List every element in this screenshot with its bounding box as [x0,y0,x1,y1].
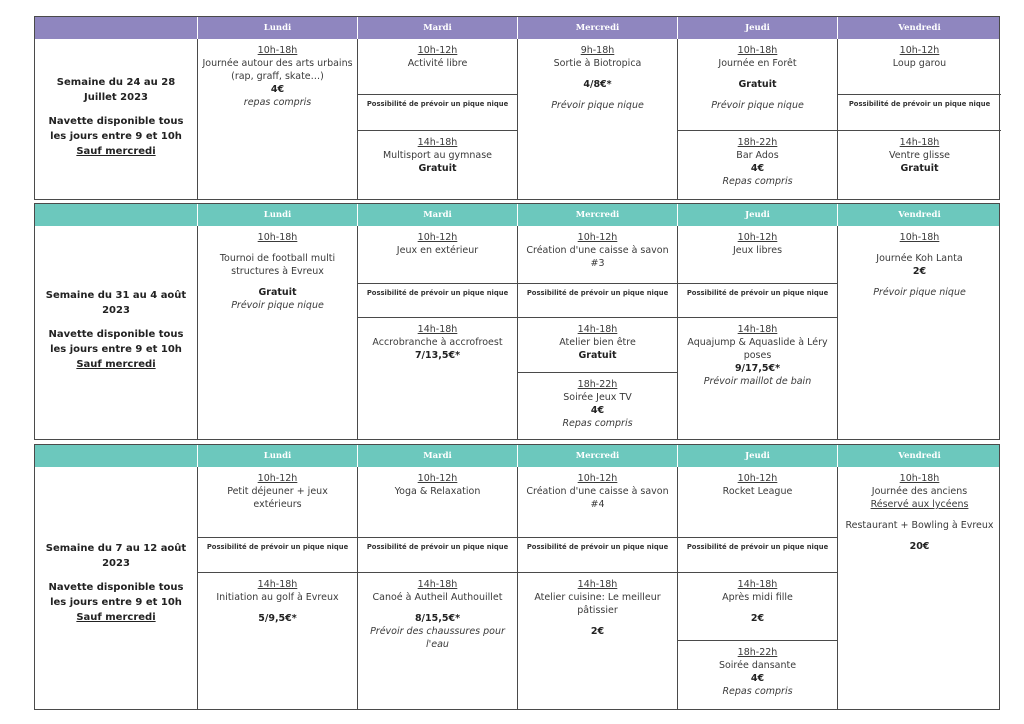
activity-price: 4/8€* [583,79,612,90]
header-lundi: Lundi [197,17,357,39]
cell-mercredi [517,467,677,709]
week-header-row [35,17,999,39]
activity-note: Prévoir pique nique [873,287,966,298]
picnic-note: Possibilité de prévoir un pique nique [518,537,677,572]
activity-name: Après midi fille [722,592,793,603]
cell-jeudi [677,226,837,439]
cell-jeudi [677,467,837,709]
activity-time: 10h-12h [417,473,458,484]
week-info-cell [35,226,197,439]
week-info-cell [35,467,197,709]
shuttle-exception: Sauf mercredi [76,359,156,370]
activity-time: 10h-12h [737,232,778,243]
cell-vendredi [837,467,1001,709]
activity-name: Création d'une caisse à savon #4 [526,486,669,510]
reserved-note: Réservé aux lycéens [870,499,969,510]
activity-name: Tournoi de football multi structures à Evreux [219,253,336,277]
shuttle-info: Navette disponible tous les jours entre 9 et 10h [48,116,184,142]
picnic-note: Possibilité de prévoir un pique nique [518,283,677,317]
week-header-row [35,204,999,226]
activity-name: Activité libre [407,58,468,69]
activity-time: 14h-18h [417,579,458,590]
header-mardi: Mardi [357,445,517,467]
activity-time: 10h-12h [899,45,940,56]
activity-name: Multisport au gymnase [382,150,493,161]
week-table-1 [34,16,1000,200]
activity-name: Sortie à Biotropica [553,58,642,69]
picnic-note: Possibilité de prévoir un pique nique [838,94,1001,130]
activity-name: Initiation au golf à Evreux [216,592,339,603]
activity-note: Repas compris [722,176,793,187]
activity-price: Gratuit [578,350,617,361]
activity-time: 9h-18h [580,45,615,56]
activity-name: Création d'une caisse à savon #3 [526,245,669,269]
activity-price: Gratuit [738,79,777,90]
cell-mardi [357,39,517,199]
cell-mercredi [517,39,677,199]
cell-jeudi [677,39,837,199]
header-mercredi: Mercredi [517,17,677,39]
activity-price: 4€ [270,84,285,95]
header-jeudi: Jeudi [677,204,837,226]
activity-name: Canoé à Autheil Authouillet [372,592,503,603]
activity-price: 4€ [590,405,605,416]
activity-note: Repas compris [722,686,793,697]
activity-note: Prévoir des chaussures pour l'eau [370,626,505,650]
picnic-note: Possibilité de prévoir un pique nique [358,537,517,572]
picnic-note: Possibilité de prévoir un pique nique [358,94,517,130]
activity-price: 8/15,5€* [414,613,461,624]
picnic-note: Possibilité de prévoir un pique nique [198,537,357,572]
activity-note: Prévoir pique nique [551,100,644,111]
picnic-note: Possibilité de prévoir un pique nique [678,537,837,572]
header-jeudi: Jeudi [677,445,837,467]
activity-time: 10h-18h [899,473,940,484]
activity-note: repas compris [243,97,312,108]
activity-price: 2€ [912,266,927,277]
activity-time: 18h-22h [737,137,778,148]
picnic-note: Possibilité de prévoir un pique nique [678,283,837,317]
activity-name: Journée des anciens [871,486,968,497]
cell-vendredi [837,39,1001,199]
cell-lundi [197,39,357,199]
activity-note: Prévoir maillot de bain [703,376,812,387]
activity-name: Aquajump & Aquaslide à Léry poses [687,337,828,361]
activity-price: 9/17,5€* [734,363,781,374]
activity-name: Accrobranche à accrofroest [372,337,503,348]
week-table-2 [34,203,1000,440]
cell-mercredi [517,226,677,439]
header-mercredi: Mercredi [517,204,677,226]
activity-price: 4€ [750,673,765,684]
activity-name: Bar Ados [736,150,779,161]
activity-price: 20€ [909,541,930,552]
activity-name: Soirée dansante [718,660,797,671]
header-lundi: Lundi [197,445,357,467]
picnic-note: Possibilité de prévoir un pique nique [358,283,517,317]
activity-time: 10h-12h [577,473,618,484]
week-title: Semaine du 7 au 12 août 2023 [45,543,187,569]
header-empty-cell [35,445,197,467]
activity-note: Prévoir pique nique [231,300,324,311]
activity-time: 14h-18h [899,137,940,148]
header-lundi: Lundi [197,204,357,226]
activity-name: Journée autour des arts urbains (rap, graff, skate…) [202,58,353,82]
activity-name: Journée en Forêt [718,58,797,69]
activity-name: Loup garou [892,58,947,69]
header-vendredi: Vendredi [837,17,1001,39]
header-mardi: Mardi [357,17,517,39]
activity-price: 2€ [750,613,765,624]
week-info-cell [35,39,197,199]
week-title: Semaine du 24 au 28 Juillet 2023 [56,77,176,103]
activity-price: 2€ [590,626,605,637]
shuttle-exception: Sauf mercredi [76,146,156,157]
activity-name: Rocket League [722,486,793,497]
activity-note: Repas compris [562,418,633,429]
activity-time: 10h-12h [577,232,618,243]
shuttle-info: Navette disponible tous les jours entre 9 et 10h [48,329,184,355]
header-empty-cell [35,204,197,226]
cell-lundi [197,467,357,709]
activity-name: Soirée Jeux TV [563,392,632,403]
activity-name: Journée Koh Lanta [876,253,963,264]
activity-name: Petit déjeuner + jeux extérieurs [227,486,328,510]
activity-time: 14h-18h [577,579,618,590]
activity-time: 10h-18h [257,232,298,243]
activity-time: 14h-18h [577,324,618,335]
header-empty-cell [35,17,197,39]
activity-price: Gratuit [900,163,939,174]
activity-name-2: Restaurant + Bowling à Evreux [845,520,994,531]
activity-time: 18h-22h [577,379,618,390]
activity-name: Yoga & Relaxation [394,486,481,497]
header-vendredi: Vendredi [837,204,1001,226]
activity-name: Ventre glisse [889,150,950,161]
activity-time: 18h-22h [737,647,778,658]
cell-mardi [357,226,517,439]
activity-price: Gratuit [418,163,457,174]
week-header-row [35,445,999,467]
activity-price: 7/13,5€* [414,350,461,361]
activity-time: 14h-18h [737,324,778,335]
activity-time: 14h-18h [417,137,458,148]
activity-note: Prévoir pique nique [711,100,804,111]
activity-name: Jeux libres [732,245,783,256]
header-vendredi: Vendredi [837,445,1001,467]
activity-time: 14h-18h [417,324,458,335]
activity-price: Gratuit [258,287,297,298]
activity-time: 10h-12h [417,45,458,56]
header-mardi: Mardi [357,204,517,226]
cell-mardi [357,467,517,709]
activity-name: Atelier bien être [559,337,636,348]
shuttle-exception: Sauf mercredi [76,612,156,623]
activity-time: 10h-18h [257,45,298,56]
activity-time: 10h-12h [737,473,778,484]
header-mercredi: Mercredi [517,445,677,467]
activity-time: 10h-18h [899,232,940,243]
week-table-3 [34,444,1000,710]
cell-vendredi [837,226,1001,439]
activity-time: 14h-18h [257,579,298,590]
activity-time: 14h-18h [737,579,778,590]
activity-time: 10h-18h [737,45,778,56]
activity-name: Jeux en extérieur [396,245,479,256]
week-title: Semaine du 31 au 4 août 2023 [45,290,187,316]
activity-time: 10h-12h [257,473,298,484]
shuttle-info: Navette disponible tous les jours entre 9 et 10h [48,582,184,608]
cell-lundi [197,226,357,439]
activity-name: Atelier cuisine: Le meilleur pâtissier [534,592,661,616]
activity-price: 4€ [750,163,765,174]
activity-price: 5/9,5€* [258,613,297,624]
activity-time: 10h-12h [417,232,458,243]
header-jeudi: Jeudi [677,17,837,39]
